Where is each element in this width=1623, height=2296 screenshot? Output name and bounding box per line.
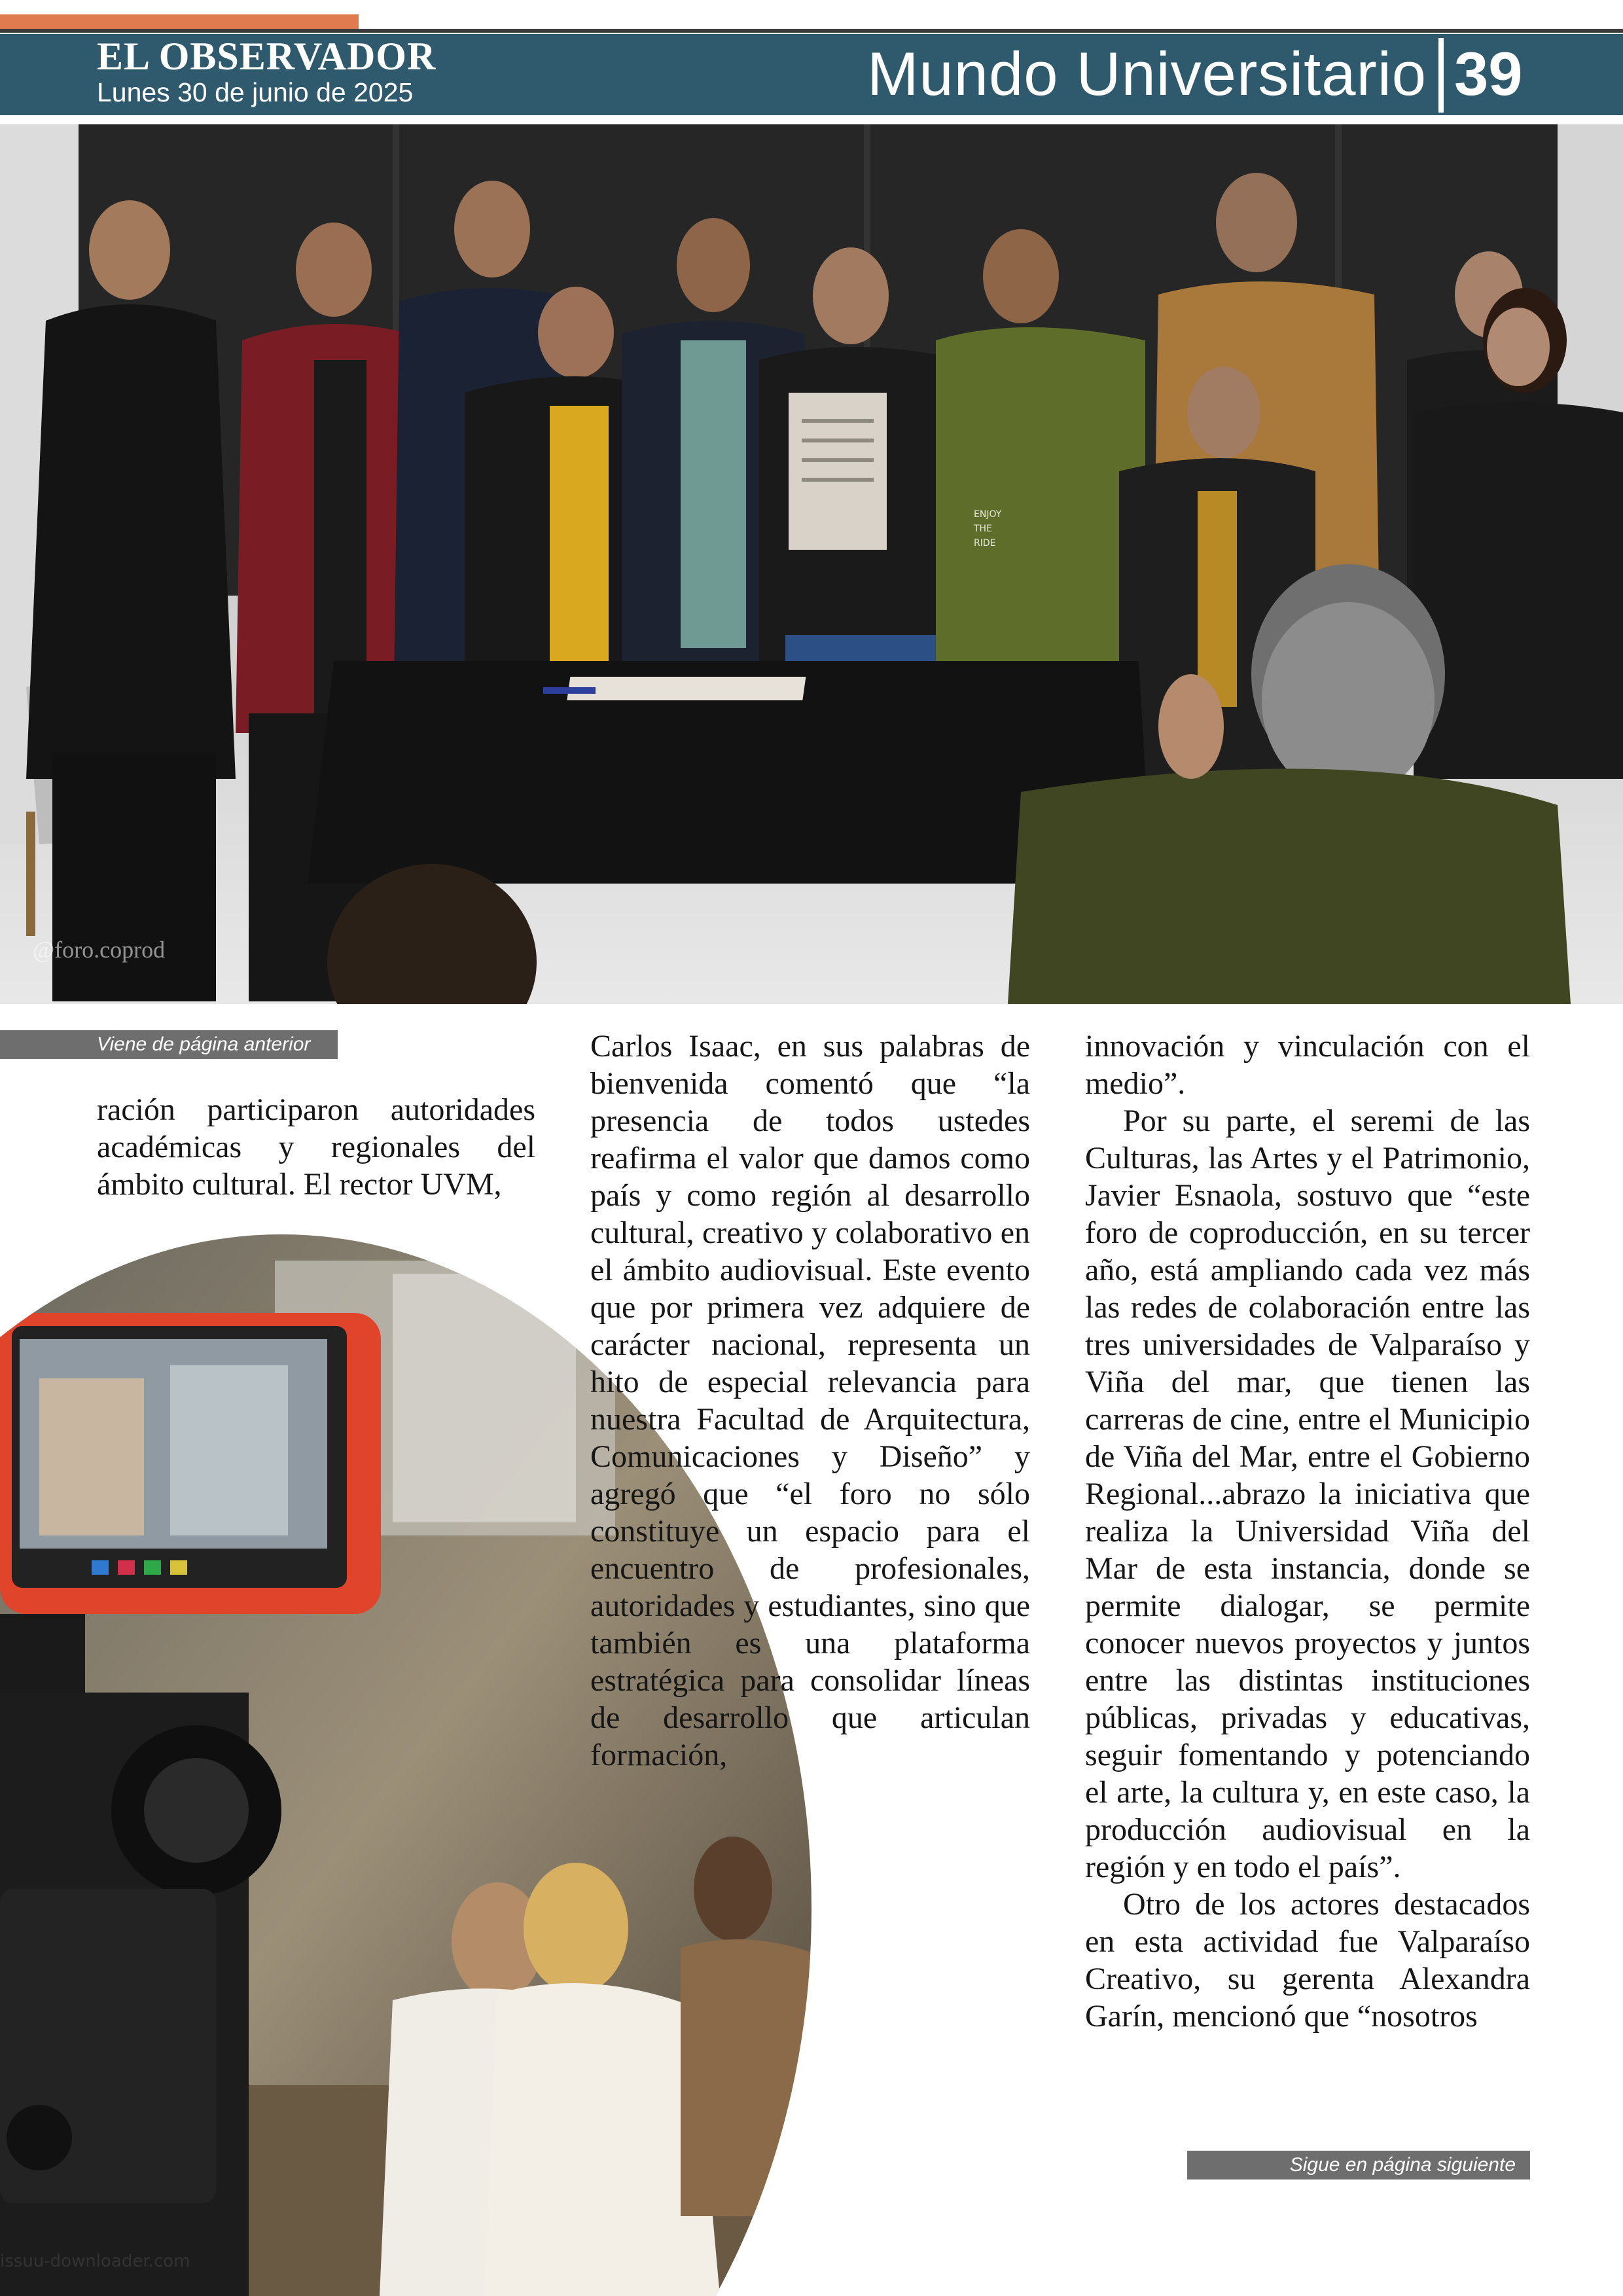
group-photo [0,124,1623,1004]
article-paragraph: Otro de los actores destacados en esta actividad fue Valparaíso Creativo, su gerenta Alexandra Garín, mencionó que “nosotros [1085,1887,1530,2034]
article-column-3 [1085,1028,1530,2035]
issue-date: Lunes 30 de junio de 2025 [97,77,414,107]
continued-from-label: Viene de página anterior [0,1030,338,1059]
group-photo-illustration [0,124,1623,1004]
section-title: Mundo Universitario [867,39,1427,108]
article-column-1 [97,1091,535,1203]
page-number-divider [1438,38,1444,113]
shirt-print-line: ENJOY [974,509,1002,520]
article-paragraph: innovación y vinculación con el medio”. [1085,1029,1530,1101]
source-watermark: issuu-downloader.com [0,2251,190,2271]
page-number: 39 [1454,39,1523,108]
article-paragraph: Carlos Isaac, en sus palabras de bienvenida comentó que “la presencia de todos ustedes reafirma el valor que damos como país y como región al desarrollo cultural, creativo y colaborativo en el ámbito audiovisual. Este evento que por primera vez adquiere de carácter nacional, representa un hito de especial relevancia para nuestra Facultad de Arquitectura, Comunicaciones y Diseño” y agregó que “el foro no sólo constituye un espacio para el encuentro de profesionales, autoridades y estudiantes, sino que también es una plataforma estratégica para consolidar líneas de desarrollo que articulan formación, [590,1029,1030,1772]
article-paragraph: Por su parte, el seremi de las Culturas, las Artes y el Patrimonio, Javier Esnaola, sostuvo que “este foro de coproducción, en su tercer año, está ampliando cada vez más las redes de colaboración entre las tres universidades de Valparaíso y Viña del mar, que tienen las carreras de cine, entre el Municipio de Viña del Mar, entre el Gobierno Regional...abrazo la iniciativa que realiza la Universidad Viña del Mar de esta instancia, donde se permite dialogar, se permite conocer nuevos proyectos y juntos entre las distintas instituciones públicas, privadas y educativas, seguir fomentando y potenciando el arte, la cultura y, en este caso, la producción audiovisual en la región y en todo el país”. [1085,1103,1530,1884]
newspaper-brand: EL OBSERVADOR [97,35,437,78]
article-paragraph: ración participaron autoridades académicas y regionales del ámbito cultural. El rector UVM, [97,1092,535,1202]
header-top-rule [0,29,1623,33]
shirt-print-line: RIDE [974,538,996,548]
continued-on-label: Sigue en página siguiente [1187,2151,1530,2179]
photo-watermark: @foro.coprod [33,937,166,963]
shirt-print-line: THE [974,524,992,534]
article-column-2 [590,1028,1030,1774]
